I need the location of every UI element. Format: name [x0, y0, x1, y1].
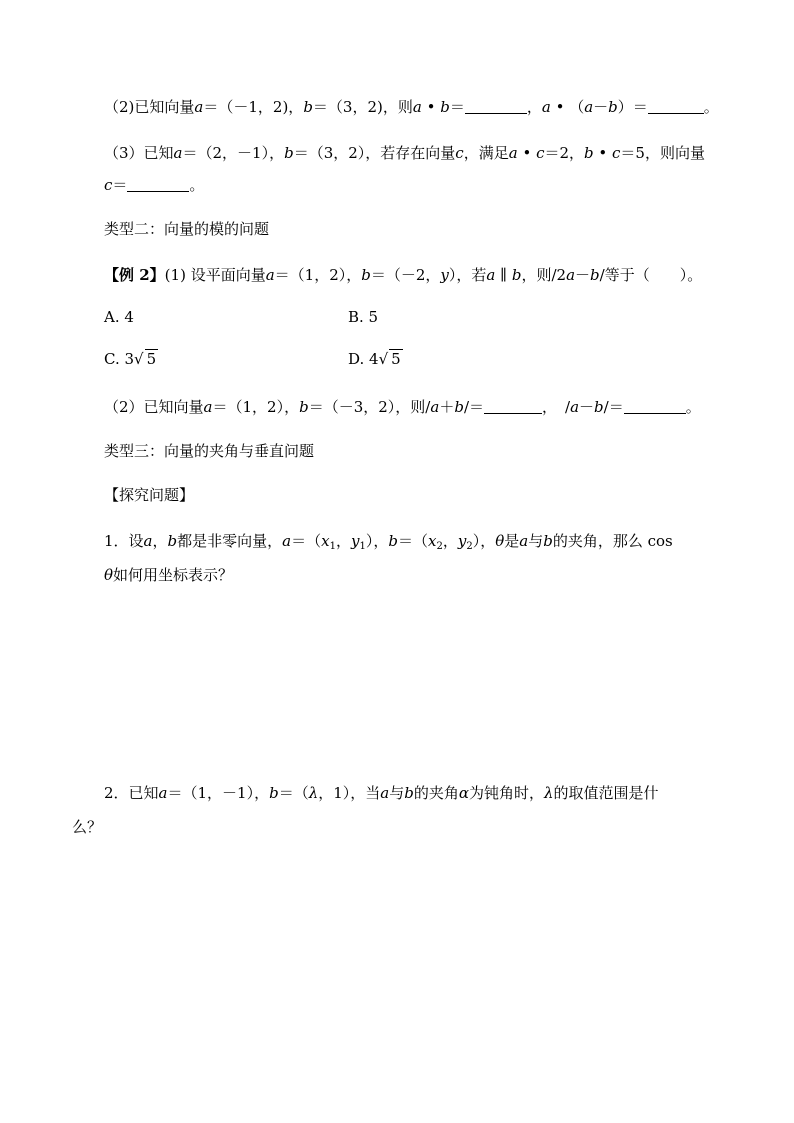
ex2-b-close: ），若 — [448, 266, 487, 284]
var-b: b — [608, 98, 618, 116]
var-theta: θ — [104, 566, 114, 584]
var-b: b — [303, 98, 313, 116]
subscript: 2 — [436, 541, 443, 552]
p2-obtuse: 为钝角时， — [469, 784, 545, 802]
var-c: c — [612, 144, 621, 162]
var-theta: θ — [495, 532, 505, 550]
comma: ， — [152, 532, 168, 550]
var-y: y — [440, 266, 449, 284]
dot-op: • — [517, 144, 537, 162]
option-d[interactable] — [348, 350, 403, 368]
q2b-b-value: ＝（－3，2），则 — [308, 398, 426, 416]
var-b: b — [299, 398, 309, 416]
q3-ac-value: ＝2， — [544, 144, 585, 162]
p1-b-close: ）， — [472, 532, 496, 550]
subscript: 2 — [466, 541, 473, 552]
p2-prefix: 2．已知 — [104, 784, 159, 802]
p1-and: 与 — [528, 532, 544, 550]
p2-range: 的取值范围是什 — [553, 784, 659, 802]
example-label: 【例 2】 — [104, 266, 165, 284]
option-d-prefix: D. 4 — [348, 350, 379, 368]
var-a: a — [570, 398, 580, 416]
option-c-prefix: C. 3 — [104, 350, 135, 368]
answer-blank[interactable] — [624, 398, 686, 414]
var-a: a — [143, 532, 153, 550]
problem-2-line-2: 么？ — [72, 818, 103, 836]
var-a: a — [584, 98, 594, 116]
plus: ＋ — [439, 398, 455, 416]
var-a: a — [203, 398, 213, 416]
p2-b-open: ＝（ — [278, 784, 309, 802]
q2-a-value: ＝（－1，2)， — [203, 98, 304, 116]
var-y: y — [457, 532, 467, 550]
radicand: 5 — [146, 350, 157, 368]
period: 。 — [685, 398, 701, 416]
q3-prefix: （3）已知 — [104, 144, 174, 162]
modulus-open: / — [425, 398, 431, 416]
var-lambda: λ — [544, 784, 554, 802]
p2-a-value: ＝（1，－1）， — [167, 784, 270, 802]
var-b: b — [167, 532, 178, 550]
example-2-line — [104, 264, 702, 285]
modulus-open: /2 — [551, 266, 567, 284]
comma: ， — [335, 532, 351, 550]
var-b: b — [584, 144, 594, 162]
section-heading-type-3: 类型三：向量的夹角与垂直问题 — [104, 442, 315, 460]
radicand: 5 — [391, 350, 401, 368]
var-c: c — [104, 176, 113, 194]
var-x: x — [427, 532, 437, 550]
var-a: a — [566, 266, 576, 284]
equals: ＝ — [112, 176, 128, 194]
q2b-prefix: （2）已知向量 — [104, 398, 204, 416]
modulus-close-equals: /＝ — [463, 398, 484, 416]
option-b[interactable]: B. 5 — [348, 308, 379, 326]
ex2-text: (1) 设平面向量 — [164, 266, 266, 284]
q3-bc-value: ＝5，则向量 — [620, 144, 705, 162]
question-2b-line — [104, 396, 701, 417]
dot-op: • — [421, 98, 441, 116]
dot-op: • （ — [550, 98, 585, 116]
var-x: x — [321, 532, 330, 550]
var-a: a — [412, 98, 422, 116]
ex2-then: ，则 — [521, 266, 552, 284]
q3-a-value: ＝（2，－1）， — [182, 144, 285, 162]
answer-blank[interactable] — [127, 176, 189, 192]
problem-2-line-1 — [104, 782, 659, 803]
var-b: b — [361, 266, 371, 284]
var-a: a — [541, 98, 551, 116]
var-a: a — [430, 398, 440, 416]
p2-and: 与 — [389, 784, 405, 802]
period: 。 — [703, 98, 719, 116]
var-b: b — [269, 784, 279, 802]
var-a: a — [380, 784, 390, 802]
var-c: c — [455, 144, 464, 162]
var-a: a — [265, 266, 275, 284]
p1-a-open: ＝（ — [291, 532, 322, 550]
var-b: b — [284, 144, 294, 162]
subscript: 1 — [329, 541, 336, 552]
var-b: b — [404, 784, 414, 802]
p1-a-close: ）， — [365, 532, 389, 550]
q2-b-value: ＝（3，2)，则 — [312, 98, 413, 116]
subscript: 1 — [359, 541, 366, 552]
p1-text: 都是非零向量， — [177, 532, 283, 550]
explore-heading: 【探究问题】 — [104, 486, 195, 504]
close-paren-equals: ）＝ — [617, 98, 648, 116]
var-a: a — [173, 144, 183, 162]
q2b-a-value: ＝（1，2）， — [212, 398, 300, 416]
question-3-line-1 — [104, 142, 705, 163]
section-heading-type-2: 类型二：向量的模的问题 — [104, 220, 270, 238]
var-lambda: λ — [308, 784, 319, 802]
q2-prefix: （2)已知向量 — [104, 98, 195, 116]
var-b: b — [511, 266, 522, 284]
var-a: a — [486, 266, 496, 284]
var-y: y — [350, 532, 360, 550]
var-alpha: α — [458, 784, 470, 802]
ex2-b-value: ＝（－2， — [370, 266, 441, 284]
minus: － — [593, 98, 609, 116]
var-a: a — [194, 98, 204, 116]
p1-angle: 的夹角，那么 cos — [552, 532, 673, 550]
var-a: a — [519, 532, 529, 550]
comma: ， — [526, 98, 542, 116]
ex2-a-value: ＝（1，2）， — [274, 266, 362, 284]
var-b: b — [594, 398, 604, 416]
q3-condition: ，满足 — [463, 144, 509, 162]
question-2-line — [104, 96, 719, 117]
option-a[interactable]: A. 4 — [104, 308, 134, 326]
var-a: a — [282, 532, 292, 550]
comma: ， — [542, 398, 558, 416]
problem-1-line-2 — [104, 564, 233, 585]
dot-op: • — [593, 144, 613, 162]
p1-question: 如何用坐标表示？ — [113, 566, 234, 584]
var-a: a — [158, 784, 168, 802]
var-b: b — [543, 532, 553, 550]
minus: － — [579, 398, 595, 416]
modulus-close-equals: /＝ — [603, 398, 624, 416]
var-b: b — [590, 266, 600, 284]
q3-b-value: ＝（3，2），若存在向量 — [293, 144, 456, 162]
problem-1-line-1 — [104, 530, 673, 552]
answer-blank[interactable] — [648, 98, 704, 114]
option-c[interactable] — [104, 350, 158, 368]
p1-prefix: 1．设 — [104, 532, 144, 550]
var-b: b — [440, 98, 450, 116]
answer-blank[interactable] — [484, 398, 542, 414]
p1-is: 是 — [504, 532, 520, 550]
parallel-symbol: ∥ — [495, 266, 512, 284]
answer-blank[interactable] — [465, 98, 527, 114]
modulus-close: / — [599, 266, 605, 284]
ex2-equals: 等于（ ）。 — [604, 266, 703, 284]
var-c: c — [536, 144, 545, 162]
var-a: a — [508, 144, 518, 162]
question-3-line-2 — [104, 174, 204, 195]
equals: ＝ — [449, 98, 465, 116]
p1-b-open: ＝（ — [397, 532, 428, 550]
var-b: b — [388, 532, 398, 550]
p2-angle: 的夹角 — [413, 784, 459, 802]
comma: ， — [442, 532, 458, 550]
var-b: b — [454, 398, 464, 416]
sqrt-symbol: √ 5 — [378, 350, 401, 368]
period: 。 — [189, 176, 205, 194]
sqrt-symbol: √ 5 — [134, 350, 157, 368]
p2-b-close: ，1），当 — [318, 784, 381, 802]
modulus-open: / — [565, 398, 571, 416]
minus: － — [575, 266, 591, 284]
